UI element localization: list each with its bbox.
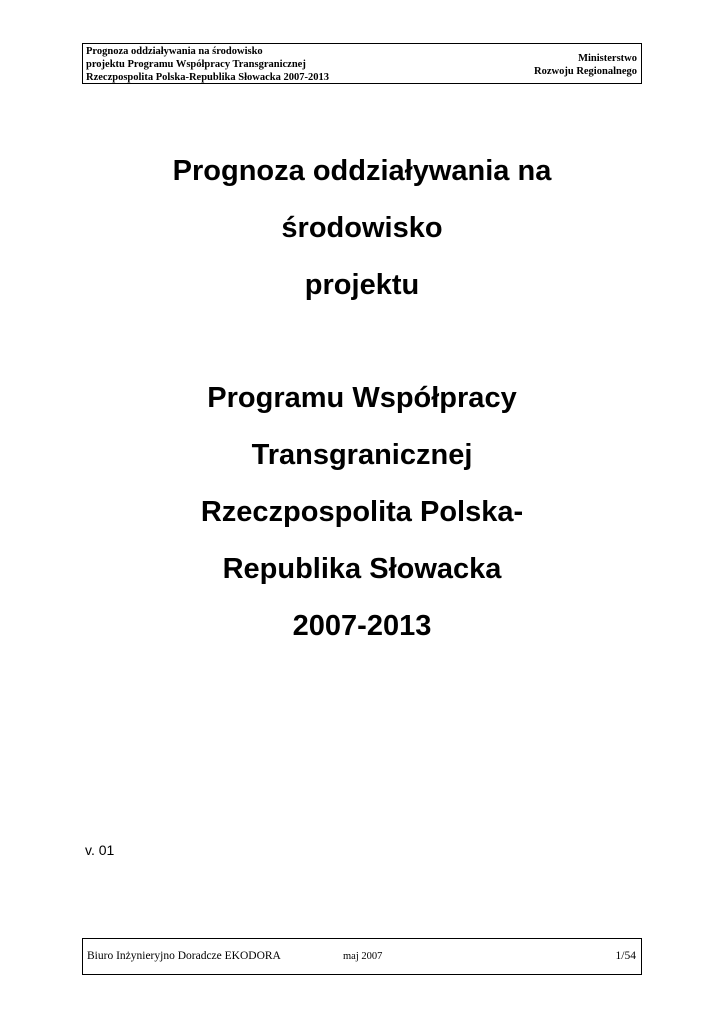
title-line: Prognoza oddziaływania na <box>172 155 552 187</box>
footer-page-number: 1/54 <box>615 950 636 962</box>
header-ministry <box>534 52 637 78</box>
header-ministry-line: Rozwoju Regionalnego <box>534 66 637 77</box>
header-document-title <box>86 45 329 84</box>
footer-company: Biuro Inżynieryjno Doradcze EKODORA <box>87 950 281 962</box>
title-line: środowisko <box>281 212 443 244</box>
footer-date: maj 2007 <box>343 951 383 962</box>
document-title <box>0 143 724 655</box>
header-title-line: Rzeczpospolita Polska-Republika Słowacka 2007-2013 <box>86 72 329 83</box>
title-line: Republika Słowacka <box>222 553 502 585</box>
header-title-line: Prognoza oddziaływania na środowisko <box>86 46 263 57</box>
header-ministry-line: Ministerstwo <box>578 53 637 64</box>
title-spacer <box>0 314 724 370</box>
title-line: 2007-2013 <box>292 610 432 642</box>
header-title-line: projektu Programu Współpracy Transgranicznej <box>86 59 306 70</box>
title-line: Transgranicznej <box>251 439 473 471</box>
version-label: v. 01 <box>85 842 115 858</box>
title-line: projektu <box>304 269 420 301</box>
title-line: Rzeczpospolita Polska- <box>200 496 524 528</box>
page-header <box>82 43 642 84</box>
page-footer <box>82 938 642 975</box>
title-line: Programu Współpracy <box>207 382 517 414</box>
